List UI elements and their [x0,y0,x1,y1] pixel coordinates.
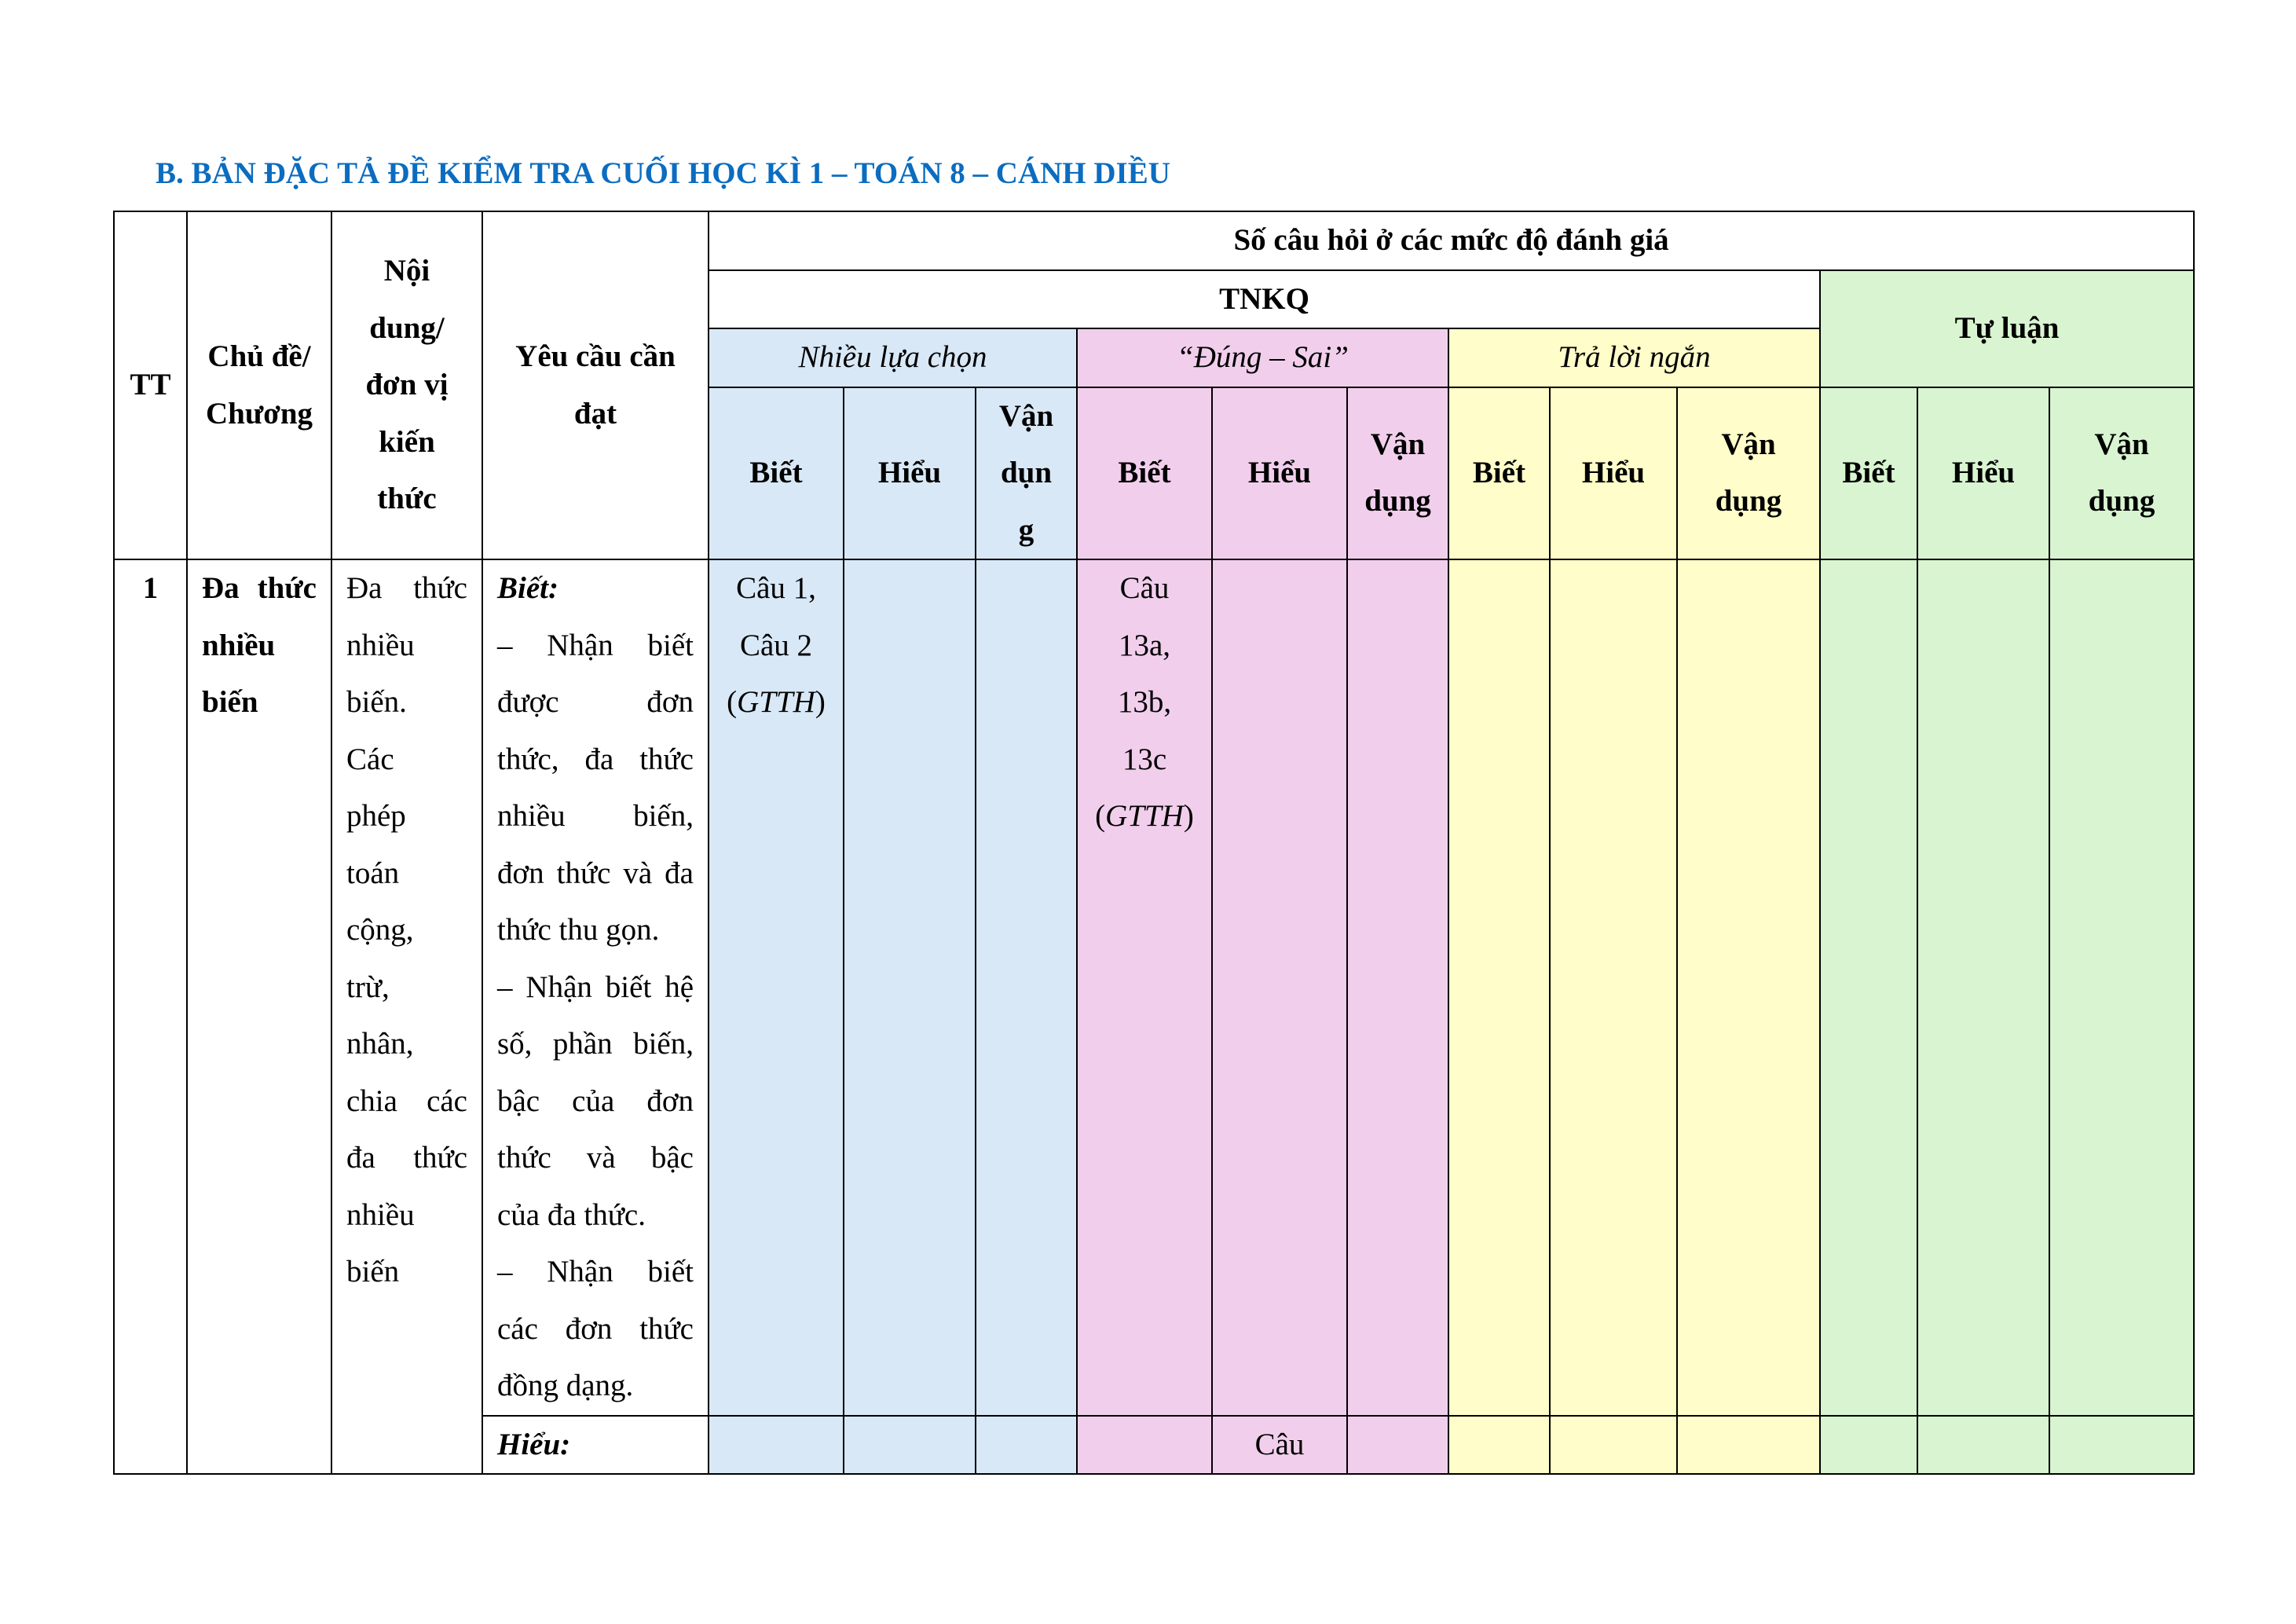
header-tt: TT [114,211,187,559]
tln-van-dung-header: Vận dụng [1677,387,1820,560]
row1-noi-dung: Đa thức nhiều biến. Các phép toán cộng, trừ, nhân, chia các đa thức nhiều biến [331,559,482,1474]
row2-tl-biet [1820,1416,1917,1475]
row1-tln-biet [1448,559,1550,1416]
header-nhieu-lua-chon: Nhiều lựa chọn [709,328,1077,387]
ds-biet-header: Biết [1077,387,1212,560]
header-dung-sai: “Đúng – Sai” [1077,328,1448,387]
row1-chu-de: Đa thức nhiều biến [187,559,331,1474]
row1-nlc-van-dung [976,559,1077,1416]
row2-tln-biet [1448,1416,1550,1475]
row1-nlc-biet: Câu 1, Câu 2 (GTTH) [709,559,844,1416]
row2-tln-van-dung [1677,1416,1820,1475]
row2-tl-van-dung [2049,1416,2194,1475]
nlc-hieu-header: Hiểu [844,387,976,560]
row1-tl-van-dung [2049,559,2194,1416]
biet-label: Biết: [497,571,558,605]
row1-tl-biet [1820,559,1917,1416]
row1-nlc-hieu [844,559,976,1416]
row1-ds-biet: Câu 13a, 13b, 13c (GTTH) [1077,559,1212,1416]
header-tu-luan: Tự luận [1820,270,2194,387]
row2-tl-hieu [1917,1416,2049,1475]
header-so-cau-hoi: Số câu hỏi ở các mức độ đánh giá [709,211,2194,270]
header-tnkq: TNKQ [709,270,1820,329]
row1-tl-hieu [1917,559,2049,1416]
header-tra-loi-ngan: Trả lời ngắn [1448,328,1820,387]
row2-nlc-van-dung [976,1416,1077,1475]
header-noi-dung: Nội dung/ đơn vị kiến thức [331,211,482,559]
tln-hieu-header: Hiểu [1550,387,1677,560]
row1-ds-van-dung [1347,559,1448,1416]
nlc-biet-header: Biết [709,387,844,560]
row2-ds-biet [1077,1416,1212,1475]
row2-ds-van-dung [1347,1416,1448,1475]
ds-hieu-header: Hiểu [1212,387,1347,560]
row1-yeu-cau-hieu: Hiểu: [482,1416,709,1475]
tl-hieu-header: Hiểu [1917,387,2049,560]
ds-van-dung-header: Vận dụng [1347,387,1448,560]
nlc-van-dung-header: Vận dụn g [976,387,1077,560]
tl-biet-header: Biết [1820,387,1917,560]
row2-tln-hieu [1550,1416,1677,1475]
row2-nlc-hieu [844,1416,976,1475]
specification-table [113,211,2195,1475]
row2-ds-hieu: Câu [1212,1416,1347,1475]
row1-ds-hieu [1212,559,1347,1416]
row1-tln-hieu [1550,559,1677,1416]
row1-yeu-cau-biet: Biết: – Nhận biết được đơn thức, đa thức nhiều biến, đơn thức và đa thức thu gọn. – Nhận biết hệ số, phần biến, bậc của đơn thức và bậc của đa thức. – Nhận biết các đơn thức đồng dạng. [482,559,709,1416]
tln-biet-header: Biết [1448,387,1550,560]
tl-van-dung-header: Vận dụng [2049,387,2194,560]
page-title: B. BẢN ĐẶC TẢ ĐỀ KIỂM TRA CUỐI HỌC KÌ 1 – TOÁN 8 – CÁNH DIỀU [156,156,1170,190]
row2-nlc-biet [709,1416,844,1475]
row1-tln-van-dung [1677,559,1820,1416]
header-yeu-cau: Yêu cầu cần đạt [482,211,709,559]
header-chu-de: Chủ đề/ Chương [187,211,331,559]
row1-tt: 1 [114,559,187,1474]
